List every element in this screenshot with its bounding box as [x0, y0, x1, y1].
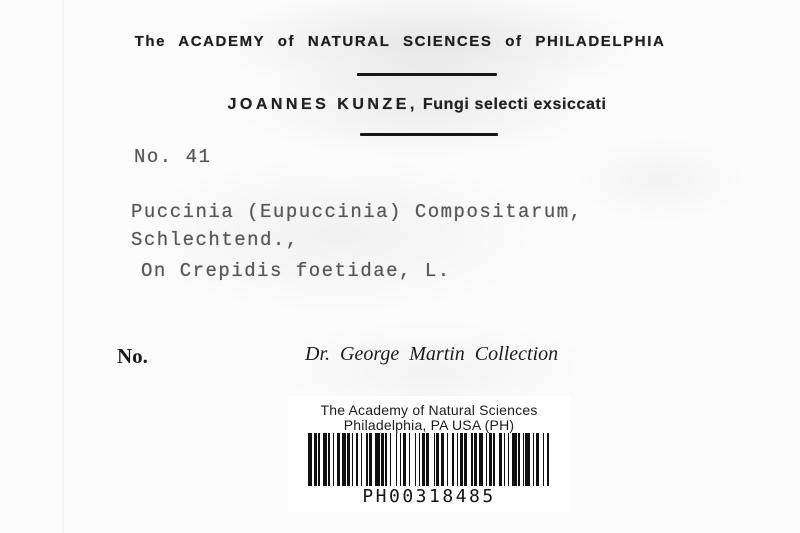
divider-top — [357, 73, 497, 76]
species-name-line2: Schlechtend., — [131, 229, 299, 251]
paper-crease-line — [62, 0, 64, 533]
series-title: Fungi selecti exsiccati — [417, 96, 607, 113]
series-title-line — [0, 96, 800, 114]
barcode-label-sticker — [288, 396, 570, 512]
specimen-number: No. 41 — [134, 146, 212, 168]
divider-bottom — [360, 133, 498, 136]
species-name-line1: Puccinia (Eupuccinia) Compositarum, — [131, 201, 583, 223]
barcode-bars — [308, 433, 550, 486]
barcode-institution-line2: Philadelphia, PA USA (PH) — [343, 417, 515, 433]
collection-name: Dr. George Martin Collection — [305, 343, 559, 365]
series-author: JOANNES KUNZE, — [227, 96, 418, 113]
number-label: No. — [117, 344, 148, 368]
barcode-institution-line1: The Academy of Natural Sciences — [320, 402, 538, 418]
institution-header: The ACADEMY of NATURAL SCIENCES of PHILADELPHIA — [134, 33, 666, 50]
host-substrate-line: On Crepidis foetidae, L. — [141, 260, 451, 282]
barcode-value: PH00318485 — [362, 486, 496, 507]
